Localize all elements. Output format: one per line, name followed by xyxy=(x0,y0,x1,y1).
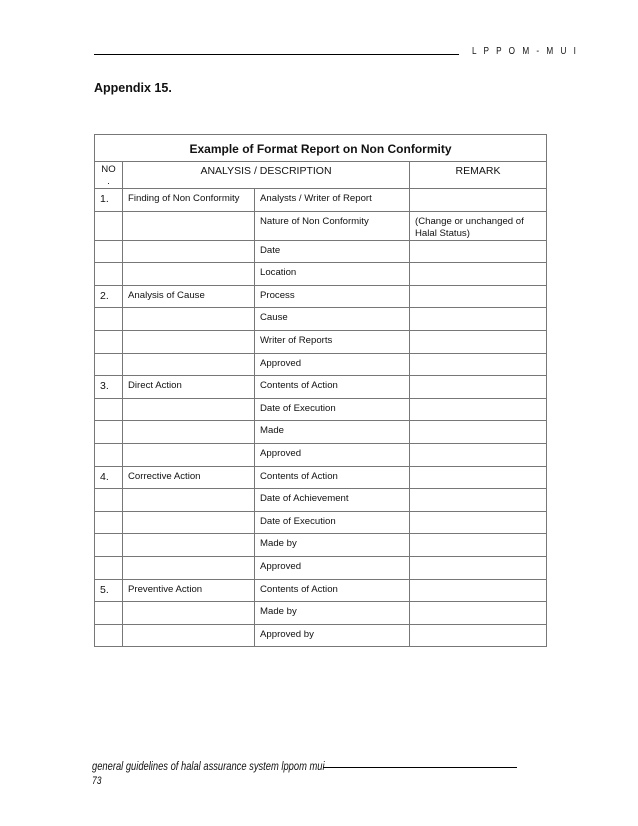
section-category-spacer xyxy=(123,398,255,421)
item-remark xyxy=(410,534,547,557)
section-number-spacer xyxy=(95,330,123,353)
section-category-spacer xyxy=(123,330,255,353)
section-number-spacer xyxy=(95,534,123,557)
item-label: Contents of Action xyxy=(255,376,410,399)
table-row xyxy=(95,353,547,376)
item-remark xyxy=(410,421,547,444)
appendix-title: Appendix 15. xyxy=(94,81,172,95)
item-remark xyxy=(410,189,547,212)
section-category-spacer xyxy=(123,421,255,444)
item-label: Writer of Reports xyxy=(255,330,410,353)
section-number-spacer xyxy=(95,443,123,466)
section-number-spacer xyxy=(95,398,123,421)
table-row xyxy=(95,240,547,263)
item-remark xyxy=(410,398,547,421)
item-remark xyxy=(410,330,547,353)
table-row xyxy=(95,511,547,534)
table-row xyxy=(95,285,547,308)
item-label: Date xyxy=(255,240,410,263)
table-row xyxy=(95,398,547,421)
item-remark xyxy=(410,511,547,534)
section-category-spacer xyxy=(123,511,255,534)
table-row xyxy=(95,211,547,240)
section-number: 2. xyxy=(95,285,123,308)
table-row xyxy=(95,421,547,444)
item-remark xyxy=(410,285,547,308)
section-number-spacer xyxy=(95,421,123,444)
section-number-spacer xyxy=(95,308,123,331)
item-label: Date of Execution xyxy=(255,398,410,421)
section-number-spacer xyxy=(95,353,123,376)
item-remark xyxy=(410,240,547,263)
section-number-spacer xyxy=(95,624,123,647)
section-number: 3. xyxy=(95,376,123,399)
header-remark: REMARK xyxy=(410,162,547,189)
item-remark: (Change or unchanged of Halal Status) xyxy=(410,211,547,240)
item-remark xyxy=(410,466,547,489)
table-row xyxy=(95,330,547,353)
section-number-spacer xyxy=(95,489,123,512)
item-label: Approved xyxy=(255,443,410,466)
table-row xyxy=(95,263,547,286)
table-row xyxy=(95,624,547,647)
item-label: Approved by xyxy=(255,624,410,647)
table-row xyxy=(95,308,547,331)
header-rule xyxy=(94,54,459,55)
item-label: Analysts / Writer of Report xyxy=(255,189,410,212)
section-category: Direct Action xyxy=(123,376,255,399)
item-remark xyxy=(410,443,547,466)
item-remark xyxy=(410,602,547,625)
item-label: Date of Execution xyxy=(255,511,410,534)
section-category: Preventive Action xyxy=(123,579,255,602)
table-row xyxy=(95,556,547,579)
section-category-spacer xyxy=(123,489,255,512)
section-category-spacer xyxy=(123,240,255,263)
item-label: Contents of Action xyxy=(255,466,410,489)
section-number-spacer xyxy=(95,556,123,579)
table-row xyxy=(95,534,547,557)
item-label: Date of Achievement xyxy=(255,489,410,512)
section-number: 4. xyxy=(95,466,123,489)
item-remark xyxy=(410,353,547,376)
report-table xyxy=(94,134,547,647)
table-row xyxy=(95,489,547,512)
table-row xyxy=(95,443,547,466)
section-category-spacer xyxy=(123,556,255,579)
item-label: Contents of Action xyxy=(255,579,410,602)
item-remark xyxy=(410,376,547,399)
section-category: Corrective Action xyxy=(123,466,255,489)
table-row xyxy=(95,376,547,399)
item-remark xyxy=(410,489,547,512)
item-label: Made by xyxy=(255,602,410,625)
section-number: 1. xyxy=(95,189,123,212)
item-label: Process xyxy=(255,285,410,308)
page-number: 73 xyxy=(92,775,102,787)
section-category-spacer xyxy=(123,211,255,240)
item-remark xyxy=(410,556,547,579)
section-number-spacer xyxy=(95,263,123,286)
item-remark xyxy=(410,308,547,331)
header-no-text: NO . xyxy=(101,164,116,187)
item-label: Made xyxy=(255,421,410,444)
table-row xyxy=(95,579,547,602)
header-no xyxy=(95,162,123,189)
section-category-spacer xyxy=(123,602,255,625)
header-org: L P P O M - M U I xyxy=(472,45,579,57)
table-row xyxy=(95,189,547,212)
section-number-spacer xyxy=(95,602,123,625)
footer-rule xyxy=(323,767,517,768)
item-remark xyxy=(410,624,547,647)
section-category-spacer xyxy=(123,624,255,647)
section-category-spacer xyxy=(123,443,255,466)
item-label: Nature of Non Conformity xyxy=(255,211,410,240)
section-category: Finding of Non Conformity xyxy=(123,189,255,212)
section-category-spacer xyxy=(123,353,255,376)
section-category-spacer xyxy=(123,534,255,557)
table-header-row xyxy=(95,162,547,189)
section-category-spacer xyxy=(123,308,255,331)
item-label: Location xyxy=(255,263,410,286)
table-row xyxy=(95,466,547,489)
section-number: 5. xyxy=(95,579,123,602)
report-table-body xyxy=(95,135,547,647)
section-category: Analysis of Cause xyxy=(123,285,255,308)
section-category-spacer xyxy=(123,263,255,286)
table-title: Example of Format Report on Non Conformity xyxy=(95,135,547,162)
section-number-spacer xyxy=(95,511,123,534)
item-label: Approved xyxy=(255,556,410,579)
section-number-spacer xyxy=(95,211,123,240)
section-number-spacer xyxy=(95,240,123,263)
item-label: Cause xyxy=(255,308,410,331)
header-analysis: ANALYSIS / DESCRIPTION xyxy=(123,162,410,189)
item-label: Made by xyxy=(255,534,410,557)
item-label: Approved xyxy=(255,353,410,376)
item-remark xyxy=(410,579,547,602)
item-remark xyxy=(410,263,547,286)
table-title-row xyxy=(95,135,547,162)
footer-text: general guidelines of halal assurance system lppom mui xyxy=(92,759,325,773)
table-row xyxy=(95,602,547,625)
